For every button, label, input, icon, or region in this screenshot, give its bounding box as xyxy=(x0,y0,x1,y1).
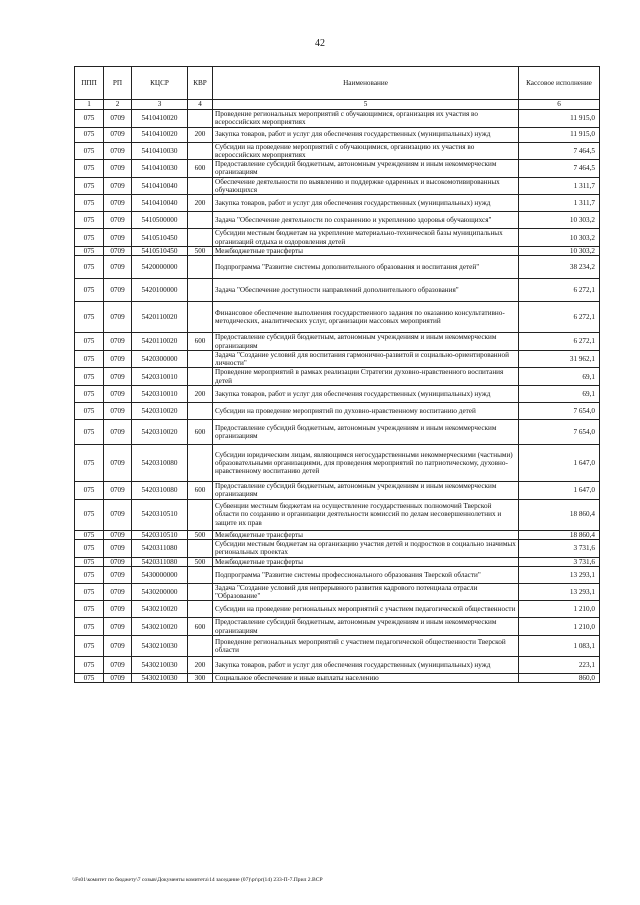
index-cell: 1 xyxy=(75,100,104,110)
cell-name: Подпрограмма "Развитие системы дополнительного образования и воспитания детей" xyxy=(213,256,519,279)
cell-kvr xyxy=(188,302,213,333)
table-row xyxy=(75,279,600,302)
cell-name: Проведение региональных мероприятий с участием педагогической общественности Тверской области xyxy=(213,636,519,657)
cell-kvr: 500 xyxy=(188,530,213,539)
cell-kcsr: 5410410040 xyxy=(132,177,188,195)
page-number: 42 xyxy=(315,38,325,49)
cell-rp: 0709 xyxy=(104,557,132,566)
cell-name: Предоставление субсидий бюджетным, автономным учреждениям и иным некоммерческим организациям xyxy=(213,333,519,351)
table-row xyxy=(75,127,600,142)
cell-amount: 11 915,0 xyxy=(519,127,600,142)
cell-rp: 0709 xyxy=(104,279,132,302)
cell-amount: 13 293,1 xyxy=(519,566,600,583)
cell-ppp: 075 xyxy=(75,127,104,142)
table-row xyxy=(75,246,600,255)
cell-ppp: 075 xyxy=(75,482,104,500)
cell-amount: 11 915,0 xyxy=(519,110,600,128)
cell-ppp: 075 xyxy=(75,302,104,333)
table-row xyxy=(75,160,600,178)
cell-amount: 69,1 xyxy=(519,368,600,386)
table-row xyxy=(75,110,600,128)
table-row xyxy=(75,302,600,333)
cell-rp: 0709 xyxy=(104,618,132,636)
cell-name: Субсидии на проведение мероприятий по духовно-нравственному воспитанию детей xyxy=(213,403,519,420)
cell-kcsr: 5430210020 xyxy=(132,601,188,618)
table-header-row xyxy=(75,67,600,100)
cell-amount: 223,1 xyxy=(519,657,600,674)
cell-name: Задача "Обеспечение деятельности по сохранению и укреплению здоровья обучающихся" xyxy=(213,212,519,229)
table-row xyxy=(75,350,600,368)
cell-kvr: 600 xyxy=(188,420,213,445)
cell-ppp: 075 xyxy=(75,350,104,368)
table-row xyxy=(75,674,600,683)
cell-ppp: 075 xyxy=(75,618,104,636)
cell-ppp: 075 xyxy=(75,420,104,445)
cell-ppp: 075 xyxy=(75,177,104,195)
cell-ppp: 075 xyxy=(75,160,104,178)
cell-kvr xyxy=(188,142,213,160)
cell-rp: 0709 xyxy=(104,302,132,333)
cell-name: Закупка товаров, работ и услуг для обеспечения государственных (муниципальных) нужд xyxy=(213,127,519,142)
cell-kvr: 200 xyxy=(188,657,213,674)
cell-name: Межбюджетные трансферты xyxy=(213,246,519,255)
cell-amount: 38 234,2 xyxy=(519,256,600,279)
cell-rp: 0709 xyxy=(104,539,132,557)
cell-rp: 0709 xyxy=(104,160,132,178)
table-row xyxy=(75,601,600,618)
cell-kcsr: 5430200000 xyxy=(132,583,188,601)
cell-kvr xyxy=(188,601,213,618)
cell-name: Закупка товаров, работ и услуг для обеспечения государственных (муниципальных) нужд xyxy=(213,386,519,403)
cell-name: Субсидии на проведение мероприятий с обучающимися, организацию их участия во всероссийских мероприятиях xyxy=(213,142,519,160)
cell-ppp: 075 xyxy=(75,601,104,618)
cell-name: Проведение региональных мероприятий с обучающимися, организация их участия во всероссийских мероприятиях xyxy=(213,110,519,128)
table-row xyxy=(75,657,600,674)
cell-kcsr: 5420310010 xyxy=(132,368,188,386)
cell-amount: 3 731,6 xyxy=(519,539,600,557)
cell-rp: 0709 xyxy=(104,229,132,247)
cell-kvr xyxy=(188,110,213,128)
cell-name: Предоставление субсидий бюджетным, автономным учреждениям и иным некоммерческим организациям xyxy=(213,420,519,445)
cell-kvr: 600 xyxy=(188,618,213,636)
cell-amount: 7 654,0 xyxy=(519,420,600,445)
cell-ppp: 075 xyxy=(75,636,104,657)
table-row xyxy=(75,618,600,636)
cell-kvr: 500 xyxy=(188,246,213,255)
cell-amount: 10 303,2 xyxy=(519,212,600,229)
cell-name: Межбюджетные трансферты xyxy=(213,530,519,539)
cell-kcsr: 5410410020 xyxy=(132,110,188,128)
table-row xyxy=(75,636,600,657)
cell-kcsr: 5410410030 xyxy=(132,142,188,160)
cell-kvr xyxy=(188,583,213,601)
table-row xyxy=(75,386,600,403)
cell-kvr xyxy=(188,445,213,482)
cell-rp: 0709 xyxy=(104,110,132,128)
cell-amount: 7 464,5 xyxy=(519,160,600,178)
cell-kvr xyxy=(188,539,213,557)
cell-rp: 0709 xyxy=(104,246,132,255)
cell-ppp: 075 xyxy=(75,583,104,601)
cell-kcsr: 5420310080 xyxy=(132,445,188,482)
cell-ppp: 075 xyxy=(75,142,104,160)
cell-kcsr: 5410500000 xyxy=(132,212,188,229)
cell-kvr xyxy=(188,177,213,195)
cell-rp: 0709 xyxy=(104,657,132,674)
cell-kcsr: 5410410020 xyxy=(132,127,188,142)
cell-kcsr: 5430210030 xyxy=(132,657,188,674)
cell-ppp: 075 xyxy=(75,110,104,128)
cell-name: Обеспечение деятельности по выявлению и поддержке одаренных и высокомотивированных обучающихся xyxy=(213,177,519,195)
cell-kvr: 200 xyxy=(188,386,213,403)
table-row xyxy=(75,420,600,445)
cell-name: Субсидии местным бюджетам на укрепление материально-технической базы муниципальных организаций отдыха и оздоровления детей xyxy=(213,229,519,247)
cell-amount: 7 464,5 xyxy=(519,142,600,160)
cell-name: Финансовое обеспечение выполнения государственного задания по оказанию консультативно-методических, аналитических услуг, организации массовых мероприятий xyxy=(213,302,519,333)
footer-file-path: \\Fs01\комитет по бюджету\7 созыв\Документы комитета\14 заседание (07)\pr\pr(14) 233-П-7.Прил 2.ВСР xyxy=(72,877,323,883)
cell-name: Предоставление субсидий бюджетным, автономным учреждениям и иным некоммерческим организациям xyxy=(213,618,519,636)
cell-rp: 0709 xyxy=(104,386,132,403)
cell-ppp: 075 xyxy=(75,279,104,302)
cell-ppp: 075 xyxy=(75,386,104,403)
cell-kvr: 600 xyxy=(188,482,213,500)
cell-name: Подпрограмма "Развитие системы профессионального образования Тверской области" xyxy=(213,566,519,583)
cell-kvr xyxy=(188,256,213,279)
header-ppp: ППП xyxy=(75,67,104,100)
table-row xyxy=(75,195,600,212)
table-row xyxy=(75,403,600,420)
cell-kvr: 500 xyxy=(188,557,213,566)
table-row xyxy=(75,256,600,279)
cell-kcsr: 5420110020 xyxy=(132,333,188,351)
cell-rp: 0709 xyxy=(104,674,132,683)
cell-amount: 1 647,0 xyxy=(519,482,600,500)
cell-kcsr: 5420311080 xyxy=(132,557,188,566)
cell-amount: 31 962,1 xyxy=(519,350,600,368)
cell-kcsr: 5420100000 xyxy=(132,279,188,302)
table-row xyxy=(75,445,600,482)
cell-name: Субсидии местным бюджетам на организацию участия детей и подростков в социально значимых региональных проектах xyxy=(213,539,519,557)
cell-name: Проведение мероприятий в рамках реализации Стратегии духовно-нравственного воспитания детей xyxy=(213,368,519,386)
cell-kcsr: 5430210030 xyxy=(132,674,188,683)
cell-ppp: 075 xyxy=(75,212,104,229)
cell-rp: 0709 xyxy=(104,636,132,657)
cell-name: Задача "Создание условий для непрерывного развития кадрового потенциала отрасли "Образование" xyxy=(213,583,519,601)
cell-amount: 1 311,7 xyxy=(519,177,600,195)
cell-kvr xyxy=(188,350,213,368)
table-row xyxy=(75,212,600,229)
header-kcsr: КЦСР xyxy=(132,67,188,100)
cell-name: Субсидии на проведение региональных мероприятий с участием педагогической общественности xyxy=(213,601,519,618)
table-row xyxy=(75,142,600,160)
cell-kcsr: 5420000000 xyxy=(132,256,188,279)
cell-amount: 10 303,2 xyxy=(519,246,600,255)
cell-amount: 18 860,4 xyxy=(519,499,600,530)
cell-kcsr: 5410510450 xyxy=(132,229,188,247)
cell-ppp: 075 xyxy=(75,557,104,566)
index-cell: 5 xyxy=(213,100,519,110)
cell-name: Межбюджетные трансферты xyxy=(213,557,519,566)
cell-kcsr: 5420310080 xyxy=(132,482,188,500)
cell-name: Закупка товаров, работ и услуг для обеспечения государственных (муниципальных) нужд xyxy=(213,195,519,212)
cell-kvr xyxy=(188,368,213,386)
table-row xyxy=(75,530,600,539)
cell-kcsr: 5410410040 xyxy=(132,195,188,212)
cell-kcsr: 5420310020 xyxy=(132,420,188,445)
cell-rp: 0709 xyxy=(104,482,132,500)
cell-name: Задача "Обеспечение доступности направлений дополнительного образования" xyxy=(213,279,519,302)
cell-kvr: 300 xyxy=(188,674,213,683)
cell-amount: 1 647,0 xyxy=(519,445,600,482)
cell-kvr xyxy=(188,566,213,583)
table-row xyxy=(75,583,600,601)
cell-amount: 18 860,4 xyxy=(519,530,600,539)
cell-kvr xyxy=(188,403,213,420)
cell-kcsr: 5430210020 xyxy=(132,618,188,636)
cell-kvr: 200 xyxy=(188,195,213,212)
cell-kcsr: 5420310510 xyxy=(132,530,188,539)
header-name: Наименование xyxy=(213,67,519,100)
cell-rp: 0709 xyxy=(104,142,132,160)
cell-rp: 0709 xyxy=(104,420,132,445)
cell-amount: 1 083,1 xyxy=(519,636,600,657)
cell-rp: 0709 xyxy=(104,499,132,530)
table-row xyxy=(75,177,600,195)
cell-ppp: 075 xyxy=(75,333,104,351)
table-row xyxy=(75,499,600,530)
cell-kvr xyxy=(188,499,213,530)
cell-name: Субвенции местным бюджетам на осуществление государственных полномочий Тверской области по созданию и организации деятельности комиссий по делам несовершеннолетних и защите их прав xyxy=(213,499,519,530)
cell-amount: 6 272,1 xyxy=(519,279,600,302)
cell-kcsr: 5430000000 xyxy=(132,566,188,583)
index-cell: 4 xyxy=(188,100,213,110)
cell-kcsr: 5420110020 xyxy=(132,302,188,333)
cell-kcsr: 5420300000 xyxy=(132,350,188,368)
cell-ppp: 075 xyxy=(75,445,104,482)
index-cell: 6 xyxy=(519,100,600,110)
cell-name: Социальное обеспечение и иные выплаты населению xyxy=(213,674,519,683)
header-rp: РП xyxy=(104,67,132,100)
header-kvr: КВР xyxy=(188,67,213,100)
cell-rp: 0709 xyxy=(104,445,132,482)
cell-kvr xyxy=(188,636,213,657)
index-cell: 3 xyxy=(132,100,188,110)
cell-amount: 6 272,1 xyxy=(519,302,600,333)
cell-kvr: 600 xyxy=(188,160,213,178)
cell-kvr xyxy=(188,279,213,302)
cell-rp: 0709 xyxy=(104,530,132,539)
cell-ppp: 075 xyxy=(75,195,104,212)
cell-kcsr: 5410510450 xyxy=(132,246,188,255)
cell-kvr: 200 xyxy=(188,127,213,142)
cell-rp: 0709 xyxy=(104,212,132,229)
table-body xyxy=(75,110,600,683)
cell-amount: 10 303,2 xyxy=(519,229,600,247)
cell-kcsr: 5410410030 xyxy=(132,160,188,178)
cell-kvr: 600 xyxy=(188,333,213,351)
cell-rp: 0709 xyxy=(104,195,132,212)
cell-ppp: 075 xyxy=(75,566,104,583)
table-row xyxy=(75,482,600,500)
cell-kcsr: 5430210030 xyxy=(132,636,188,657)
cell-ppp: 075 xyxy=(75,229,104,247)
table-row xyxy=(75,368,600,386)
cell-amount: 13 293,1 xyxy=(519,583,600,601)
cell-rp: 0709 xyxy=(104,333,132,351)
table-row xyxy=(75,229,600,247)
cell-kcsr: 5420310010 xyxy=(132,386,188,403)
index-cell: 2 xyxy=(104,100,132,110)
cell-rp: 0709 xyxy=(104,403,132,420)
cell-name: Закупка товаров, работ и услуг для обеспечения государственных (муниципальных) нужд xyxy=(213,657,519,674)
column-index-row xyxy=(75,100,600,110)
cell-name: Субсидии юридическим лицам, являющимся негосударственными некоммерческими (частными) образовательными организациями, для проведения мероприятий по патриотическому, духовно-нравственному воспитанию детей xyxy=(213,445,519,482)
cell-rp: 0709 xyxy=(104,566,132,583)
table-row xyxy=(75,557,600,566)
cell-name: Предоставление субсидий бюджетным, автономным учреждениям и иным некоммерческим организациям xyxy=(213,482,519,500)
cell-kcsr: 5420311080 xyxy=(132,539,188,557)
cell-ppp: 075 xyxy=(75,256,104,279)
cell-kcsr: 5420310510 xyxy=(132,499,188,530)
cell-rp: 0709 xyxy=(104,368,132,386)
cell-ppp: 075 xyxy=(75,530,104,539)
cell-ppp: 075 xyxy=(75,246,104,255)
cell-rp: 0709 xyxy=(104,601,132,618)
cell-rp: 0709 xyxy=(104,127,132,142)
cell-rp: 0709 xyxy=(104,350,132,368)
cell-ppp: 075 xyxy=(75,674,104,683)
cell-ppp: 075 xyxy=(75,539,104,557)
cell-amount: 1 311,7 xyxy=(519,195,600,212)
table-row xyxy=(75,566,600,583)
cell-name: Задача "Создание условий для воспитания гармонично-развитой и социально-ориентированной личности" xyxy=(213,350,519,368)
cell-amount: 1 210,0 xyxy=(519,618,600,636)
cell-ppp: 075 xyxy=(75,403,104,420)
cell-kvr xyxy=(188,212,213,229)
cell-amount: 1 210,0 xyxy=(519,601,600,618)
cell-rp: 0709 xyxy=(104,177,132,195)
cell-rp: 0709 xyxy=(104,256,132,279)
cell-amount: 69,1 xyxy=(519,386,600,403)
cell-amount: 3 731,6 xyxy=(519,557,600,566)
budget-execution-table xyxy=(74,66,600,683)
cell-kcsr: 5420310020 xyxy=(132,403,188,420)
cell-ppp: 075 xyxy=(75,499,104,530)
cell-ppp: 075 xyxy=(75,657,104,674)
cell-amount: 6 272,1 xyxy=(519,333,600,351)
cell-kvr xyxy=(188,229,213,247)
cell-rp: 0709 xyxy=(104,583,132,601)
table-row xyxy=(75,539,600,557)
cell-name: Предоставление субсидий бюджетным, автономным учреждениям и иным некоммерческим организациям xyxy=(213,160,519,178)
cell-amount: 860,0 xyxy=(519,674,600,683)
cell-amount: 7 654,0 xyxy=(519,403,600,420)
table-row xyxy=(75,333,600,351)
header-amount: Кассовое исполнение xyxy=(519,67,600,100)
cell-ppp: 075 xyxy=(75,368,104,386)
